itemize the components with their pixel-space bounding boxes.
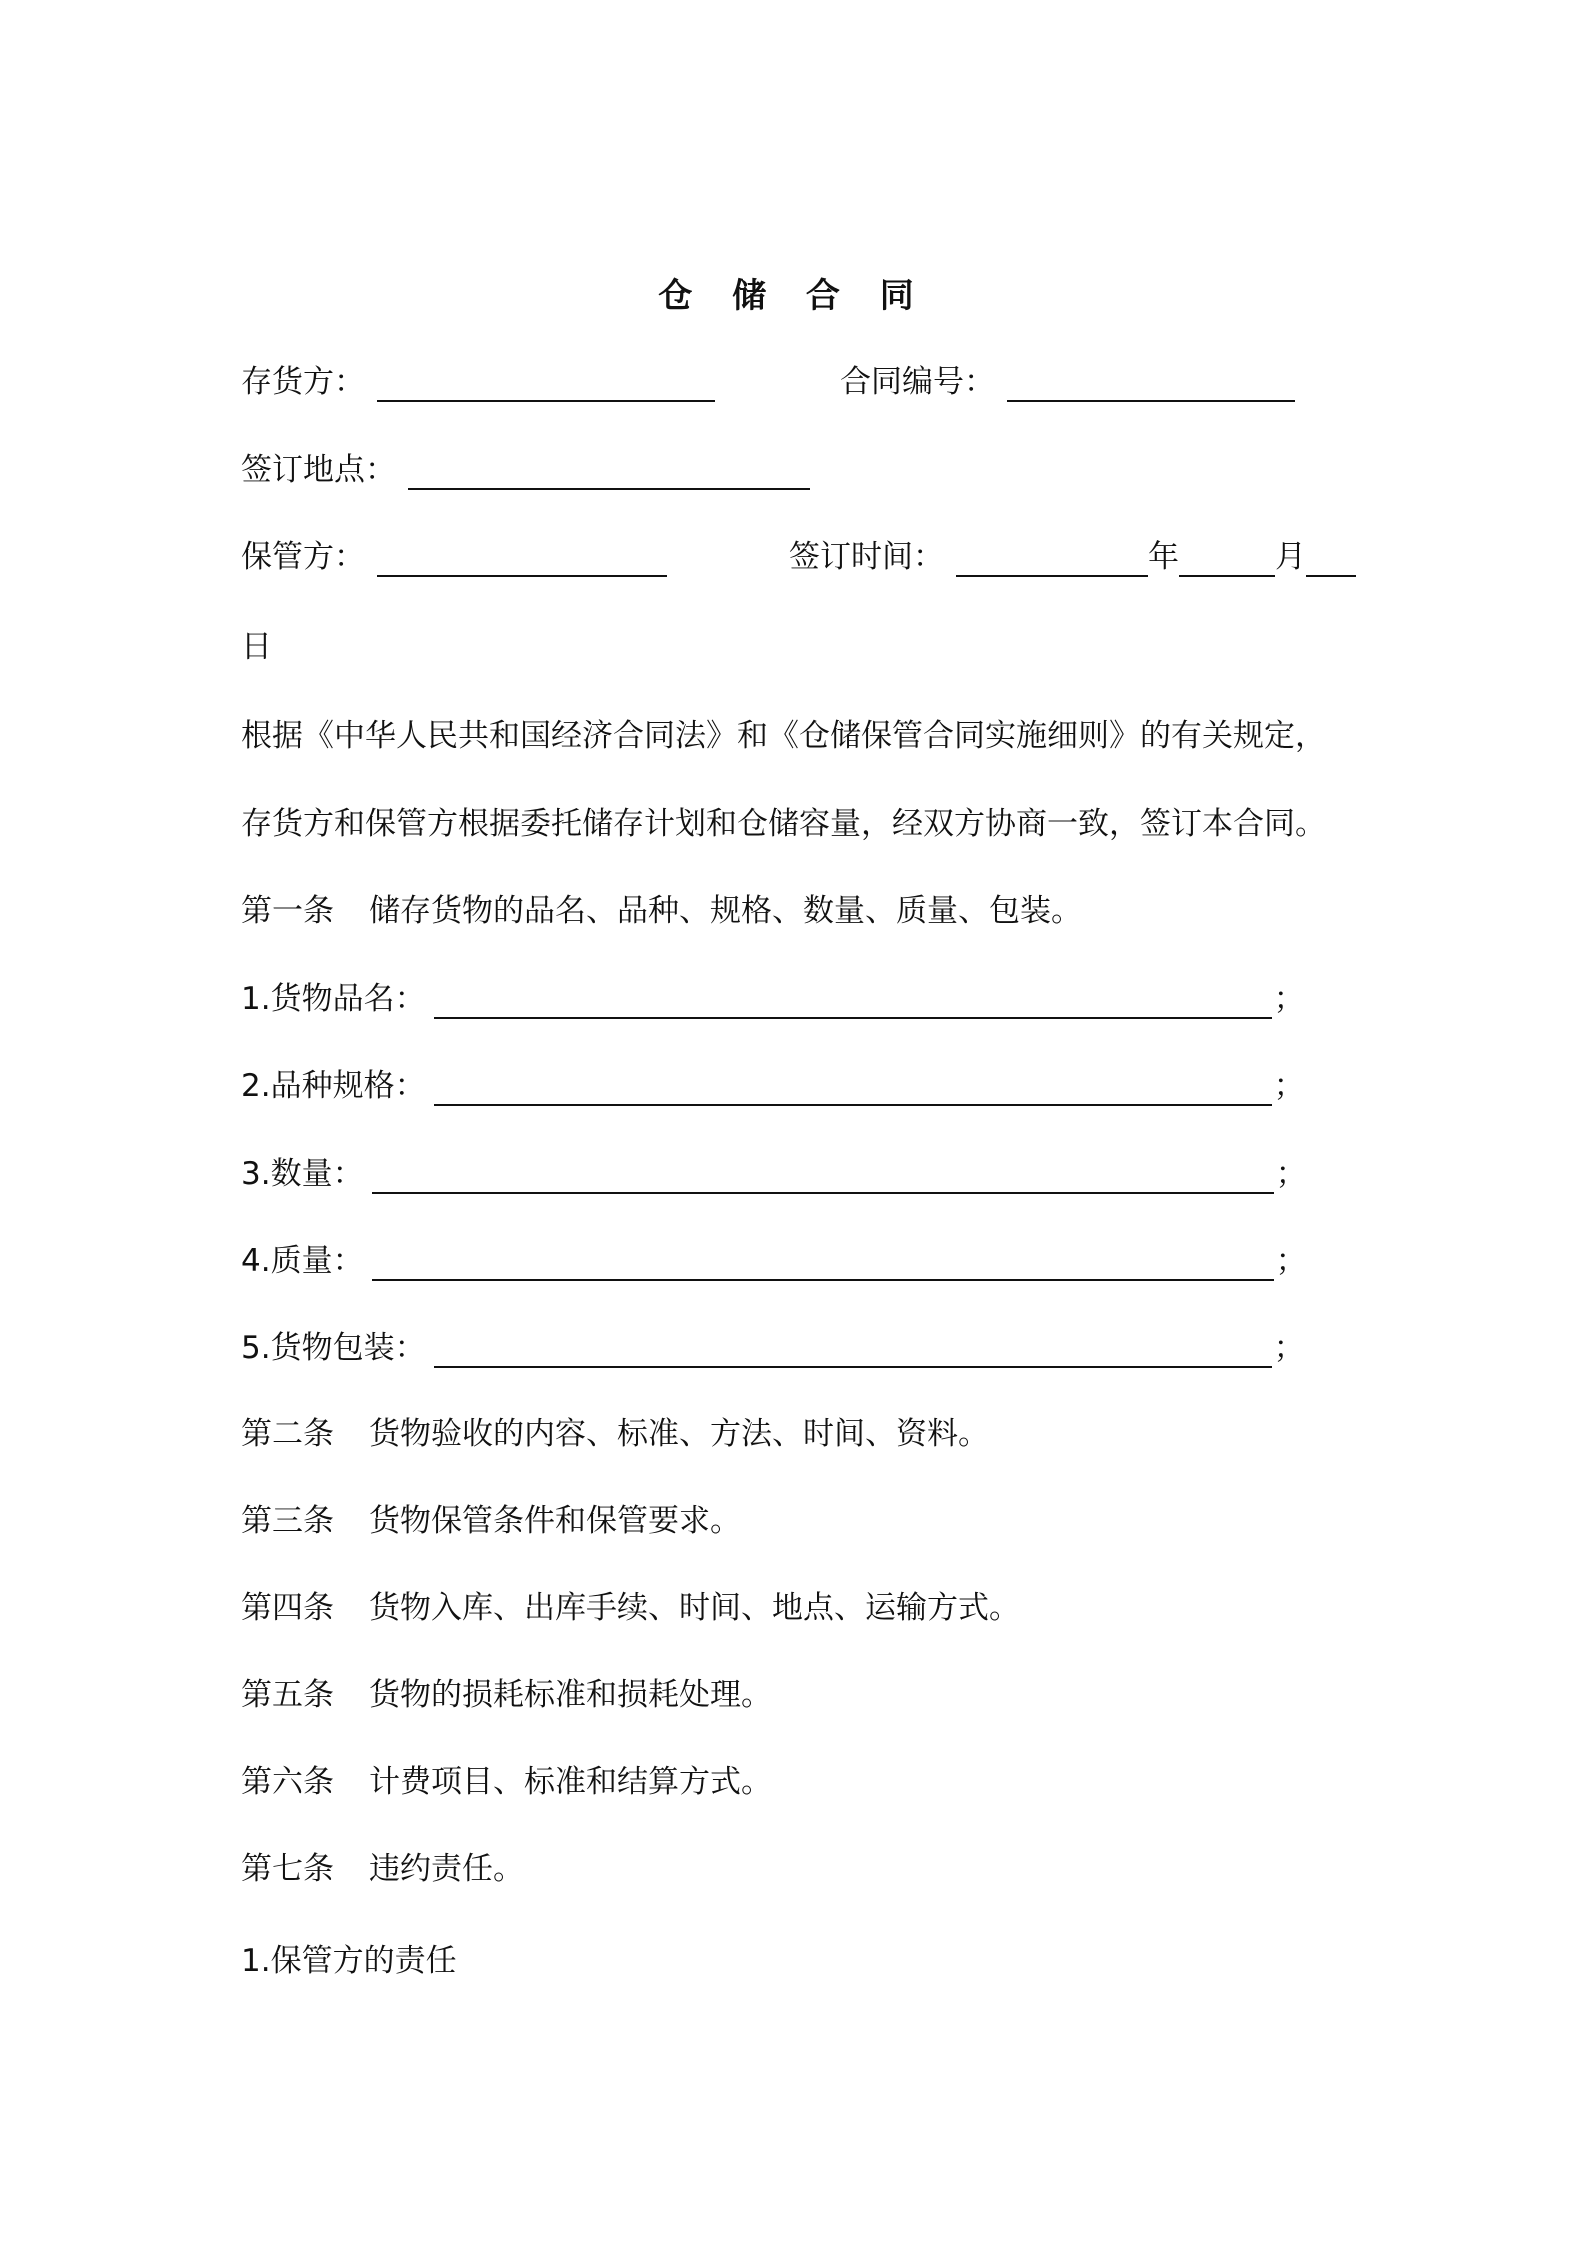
article-number: 第六条 <box>241 1764 334 1800</box>
field-end: ； <box>1273 981 1305 1017</box>
page-title: 仓 储 合 同 <box>658 276 928 316</box>
article-text: 计费项目、标准和结算方式。 <box>369 1764 772 1800</box>
article-text: 违约责任。 <box>369 1851 524 1887</box>
sign-place-label: 签订地点： <box>241 452 396 488</box>
article-text: 货物验收的内容、标准、方法、时间、资料。 <box>369 1416 989 1452</box>
article-5 <box>241 1675 772 1715</box>
field-label: 1.货物品名： <box>241 981 426 1017</box>
article-2 <box>241 1414 989 1454</box>
custodian-row <box>241 537 667 577</box>
sign-day-field[interactable] <box>1306 541 1356 577</box>
article-number: 第二条 <box>241 1416 334 1452</box>
field-label: 5.货物包装： <box>241 1330 426 1366</box>
field-label: 4.质量： <box>241 1243 364 1279</box>
custodian-field[interactable] <box>377 541 667 577</box>
sign-place-row <box>241 450 810 490</box>
intro-line-2: 存货方和保管方根据委托储存计划和仓储容量，经双方协商一致，签订本合同。 <box>241 806 1326 842</box>
article-number: 第七条 <box>241 1851 334 1887</box>
variety-spec-field[interactable] <box>434 1070 1272 1106</box>
article-text: 货物入库、出库手续、时间、地点、运输方式。 <box>369 1590 1020 1626</box>
goods-name-field[interactable] <box>434 983 1272 1019</box>
article-4 <box>241 1588 1020 1628</box>
field-end: ； <box>1273 1330 1305 1366</box>
day-label: 日 <box>241 629 272 665</box>
year-label: 年 <box>1148 539 1179 575</box>
field-row-goods-name <box>241 979 1305 1019</box>
field-end: ； <box>1275 1243 1307 1279</box>
sub-item-custodian-liability: 1.保管方的责任 <box>241 1943 457 1979</box>
sign-time-row <box>789 537 1356 577</box>
article-text: 货物保管条件和保管要求。 <box>369 1503 741 1539</box>
sign-time-label: 签订时间： <box>789 539 944 575</box>
depositor-row <box>241 362 715 402</box>
article-1 <box>241 891 1082 931</box>
depositor-label: 存货方： <box>241 364 365 400</box>
article-number: 第三条 <box>241 1503 334 1539</box>
quantity-field[interactable] <box>372 1158 1274 1194</box>
sign-year-field[interactable] <box>956 541 1148 577</box>
sign-month-field[interactable] <box>1179 541 1275 577</box>
packaging-field[interactable] <box>434 1332 1272 1368</box>
article-6 <box>241 1762 772 1802</box>
article-text: 储存货物的品名、品种、规格、数量、质量、包装。 <box>369 893 1082 929</box>
article-3 <box>241 1501 741 1541</box>
article-number: 第四条 <box>241 1590 334 1626</box>
contract-no-label: 合同编号： <box>840 364 995 400</box>
field-end: ； <box>1275 1156 1307 1192</box>
depositor-field[interactable] <box>377 366 715 402</box>
custodian-label: 保管方： <box>241 539 365 575</box>
article-7 <box>241 1849 524 1889</box>
intro-line-1: 根据《中华人民共和国经济合同法》和《仓储保管合同实施细则》的有关规定， <box>241 718 1326 754</box>
field-row-packaging <box>241 1328 1305 1368</box>
field-end: ； <box>1273 1068 1305 1104</box>
field-label: 2.品种规格： <box>241 1068 426 1104</box>
field-label: 3.数量： <box>241 1156 364 1192</box>
quality-field[interactable] <box>372 1245 1274 1281</box>
contract-no-field[interactable] <box>1007 366 1295 402</box>
article-text: 货物的损耗标准和损耗处理。 <box>369 1677 772 1713</box>
contract-no-row <box>840 362 1295 402</box>
sign-place-field[interactable] <box>408 454 810 490</box>
field-row-variety-spec <box>241 1066 1305 1106</box>
article-number: 第一条 <box>241 893 334 929</box>
field-row-quantity <box>241 1154 1307 1194</box>
field-row-quality <box>241 1241 1307 1281</box>
article-number: 第五条 <box>241 1677 334 1713</box>
month-label: 月 <box>1275 539 1306 575</box>
